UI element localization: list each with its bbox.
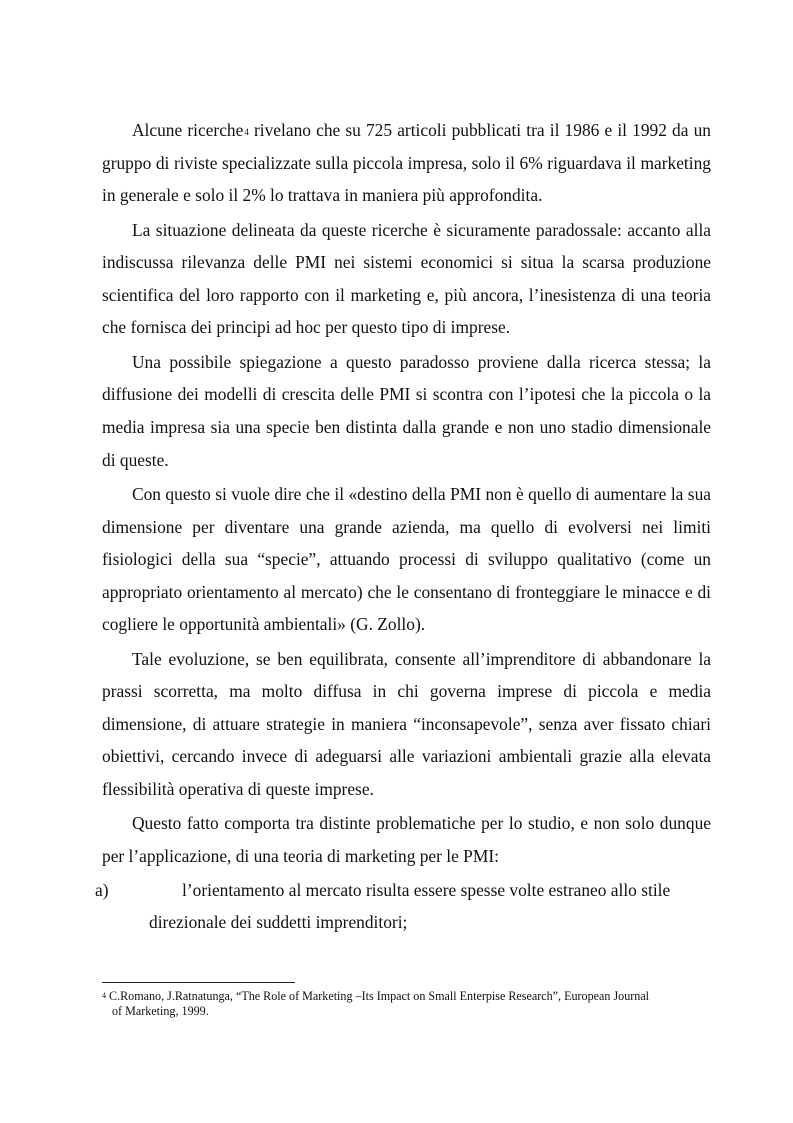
footnote-separator [102,982,295,983]
document-body [95,114,711,939]
list-marker: a) [95,879,109,900]
paragraph-4: Con questo si vuole dire che il «destino della PMI non è quello di aumentare la sua dimensione per diventare una grande azienda, ma quello di evolversi nei limiti fisiologici della sua “specie”, attuando processi di sviluppo qualitativo (come un appropriato orientamento al mercato) che le consentano di fronteggiare le minacce e di cogliere le opportunità ambientali» (G. Zollo). [102,483,711,635]
footnote-reference: 4 [244,127,249,137]
list-item [95,874,711,939]
footnote-number: 4 [102,991,106,1000]
footnote-text-line-2: of Marketing, 1999. [112,1004,209,1018]
paragraph-1 [102,114,711,212]
footnote [102,989,711,1019]
footnote-text-line-1: C.Romano, J.Ratnatunga, “The Role of Marketing –Its Impact on Small Enterpise Research”, European Journal [109,989,650,1003]
list-item-text-line-2: direzionale dei suddetti imprenditori; [149,912,408,933]
paragraph-1-rest: rivelano che su 725 articoli pubblicati tra il 1986 e il 1992 da un gruppo di riviste specializzate sulla piccola impresa, solo il 6% riguardava il marketing in generale e solo il 2% lo trattava in maniera più approfondita. [102,120,711,206]
paragraph-3: Una possibile spiegazione a questo paradosso proviene dalla ricerca stessa; la diffusione dei modelli di crescita delle PMI si scontra con l’ipotesi che la piccola o la media impresa sia una specie ben distinta dalla grande e non uno stadio dimensionale di queste. [102,351,711,470]
paragraph-5: Tale evoluzione, se ben equilibrata, consente all’imprenditore di abbandonare la prassi scorretta, ma molto diffusa in chi governa imprese di piccola e media dimensione, di attuare strategie in maniera “inconsapevole”, senza aver fissato chiari obiettivi, cercando invece di adeguarsi alle variazioni ambientali grazie alla elevata flessibilità operativa di queste imprese. [102,648,711,800]
paragraph-1-start: Alcune ricerche [132,120,244,140]
paragraph-6: Questo fatto comporta tra distinte problematiche per lo studio, e non solo dunque per l’applicazione, di una teoria di marketing per le PMI: [102,813,711,867]
paragraph-2: La situazione delineata da queste ricerche è sicuramente paradossale: accanto alla indiscussa rilevanza delle PMI nei sistemi economici si situa la scarsa produzione scientifica del loro rapporto con il marketing e, più ancora, l’inesistenza di una teoria che fornisca dei principi ad hoc per questo tipo di imprese. [102,219,711,338]
list-item-text-line-1: l’orientamento al mercato risulta essere spesse volte estraneo allo stile [182,879,671,900]
